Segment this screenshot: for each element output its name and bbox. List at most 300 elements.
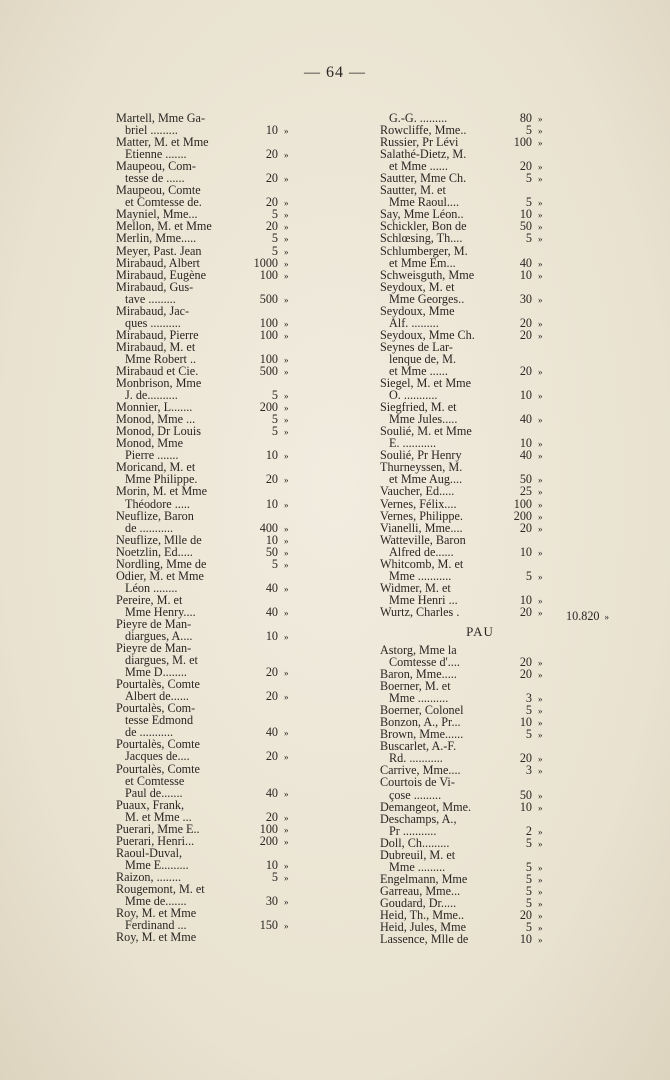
entry-line xyxy=(116,269,366,281)
amount-unit: » xyxy=(538,487,543,498)
amount-value: 10 xyxy=(265,448,278,463)
donor-name: Monod, Mme xyxy=(116,436,184,451)
donor-name: çose ......... xyxy=(389,787,442,802)
donor-entry xyxy=(116,437,366,461)
donor-name: Sautter, M. et xyxy=(380,183,446,198)
amount-value: 5 xyxy=(525,231,532,246)
amount-value: 20 xyxy=(265,665,278,680)
entry-line xyxy=(116,305,366,317)
donor-entry xyxy=(116,377,366,401)
entry-line xyxy=(380,534,660,546)
donor-name: Say, Mme Léon.. xyxy=(380,207,464,222)
donor-name: Vernes, Philippe. xyxy=(380,508,463,523)
amount-unit: » xyxy=(284,668,289,679)
entry-line xyxy=(116,546,366,558)
donor-name: Rowcliffe, Mme.. xyxy=(380,123,467,138)
donor-entry xyxy=(380,232,660,244)
donor-entry xyxy=(380,849,660,873)
donor-name: Engelmann, Mme xyxy=(380,871,468,886)
amount-value: 10 xyxy=(519,544,532,559)
entry-line xyxy=(380,606,660,618)
donor-name: Rougemont, M. et xyxy=(116,882,205,896)
donor-entry xyxy=(380,776,660,800)
amount-value: 20 xyxy=(265,749,278,764)
amount-value: 5 xyxy=(271,207,278,222)
donor-name: Pieyre de Man- xyxy=(116,616,192,631)
entry-line xyxy=(380,269,660,281)
entry-line xyxy=(116,534,366,546)
amount-unit: » xyxy=(538,802,543,813)
amount-value: 20 xyxy=(519,315,532,330)
entry-line xyxy=(380,933,660,945)
amount-value: 20 xyxy=(519,667,532,682)
donor-name: diargues, M. et xyxy=(125,653,198,668)
donor-name: Mme Raoul.... xyxy=(389,195,460,210)
entry-line xyxy=(116,750,366,762)
amount-value: 40 xyxy=(265,785,278,800)
donor-entry xyxy=(116,341,366,365)
amount-value: 2 xyxy=(525,823,532,838)
amount-unit: » xyxy=(538,718,543,729)
amount-unit: » xyxy=(538,547,543,558)
donation-amount xyxy=(492,606,562,619)
section-heading-pau: PAU xyxy=(466,623,494,639)
donor-entry xyxy=(380,281,660,305)
amount-unit: » xyxy=(284,318,289,329)
amount-unit: » xyxy=(284,897,289,908)
amount-unit: » xyxy=(538,198,543,209)
subtotal-value: 10.820 xyxy=(566,609,600,623)
amount-unit: » xyxy=(538,790,543,801)
donor-entry xyxy=(116,931,366,943)
donor-name: Nordling, Mme de xyxy=(116,556,207,571)
donor-name: Brown, Mme...... xyxy=(380,727,464,742)
donor-name: Mme Philippe. xyxy=(125,472,198,487)
amount-value: 100 xyxy=(259,821,278,836)
amount-value: 5 xyxy=(525,920,532,935)
entry-line xyxy=(116,510,366,522)
donor-name: Schlœsing, Th.... xyxy=(380,231,463,246)
amount-unit: » xyxy=(538,886,543,897)
amount-unit: » xyxy=(538,210,543,221)
donor-name: Jacques de.... xyxy=(125,749,190,764)
amount-value: 100 xyxy=(513,135,532,150)
amount-value: 200 xyxy=(513,508,532,523)
entry-line xyxy=(116,293,366,305)
donor-name: M. et Mme ... xyxy=(125,809,192,824)
entry-line xyxy=(116,485,366,497)
amount-value: 10 xyxy=(265,532,278,547)
donor-name: Schweisguth, Mme xyxy=(380,267,475,282)
amount-value: 10 xyxy=(265,496,278,511)
amount-unit: » xyxy=(538,694,543,705)
amount-value: 200 xyxy=(259,400,278,415)
donor-name: Mme Robert .. xyxy=(125,351,197,366)
donor-name: Siegfried, M. et xyxy=(380,400,457,415)
amount-value: 10 xyxy=(519,267,532,282)
amount-unit: » xyxy=(538,330,543,341)
amount-unit: » xyxy=(538,754,543,765)
donor-name: Raoul-Duval, xyxy=(116,845,183,860)
donor-name: Seynes de Lar- xyxy=(380,339,453,354)
amount-value: 10 xyxy=(519,207,532,222)
donation-amount xyxy=(492,933,562,946)
amount-unit: » xyxy=(538,862,543,873)
amount-value: 20 xyxy=(519,159,532,174)
amount-value: 20 xyxy=(519,327,532,342)
donor-entry xyxy=(116,184,366,208)
donor-name: et Comtesse de. xyxy=(125,195,202,210)
donor-entry xyxy=(116,160,366,184)
donor-name: Mme Henry.... xyxy=(125,604,196,619)
amount-unit: » xyxy=(538,294,543,305)
donor-entry xyxy=(116,510,366,534)
amount-unit: » xyxy=(538,826,543,837)
amount-value: 500 xyxy=(259,363,278,378)
entry-line xyxy=(380,813,660,825)
donor-name: Pereire, M. et xyxy=(116,592,183,607)
entry-line xyxy=(380,485,660,497)
donor-entry xyxy=(380,498,660,510)
amount-unit: » xyxy=(538,318,543,329)
amount-unit: » xyxy=(284,583,289,594)
amount-unit: » xyxy=(284,222,289,233)
amount-unit: » xyxy=(538,270,543,281)
donor-entry xyxy=(116,485,366,509)
amount-value: 10 xyxy=(519,388,532,403)
donor-name: Wurtz, Charles . xyxy=(380,604,460,619)
amount-unit: » xyxy=(284,812,289,823)
amount-unit: » xyxy=(538,126,543,137)
amount-value: 10 xyxy=(519,436,532,451)
donor-name: Soulié, Pr Henry xyxy=(380,448,462,463)
entry-line xyxy=(116,823,366,835)
donor-name: Dubreuil, M. et xyxy=(380,847,456,862)
donor-name: Merlin, Mme..... xyxy=(116,231,197,246)
donor-name: Vernes, Félix.... xyxy=(380,496,457,511)
entry-line xyxy=(116,811,366,823)
donor-name: Mirabaud, Jac- xyxy=(116,303,190,318)
amount-value: 80 xyxy=(519,111,532,125)
amount-unit: » xyxy=(284,860,289,871)
entry-line xyxy=(380,837,660,849)
entry-line xyxy=(380,546,660,558)
donor-name: Mirabaud, Gus- xyxy=(116,279,194,294)
amount-unit: » xyxy=(284,234,289,245)
donor-name: Pourtalès, Comte xyxy=(116,737,200,752)
donor-name: tesse de ...... xyxy=(125,171,185,186)
amount-value: 400 xyxy=(259,520,278,535)
amount-value: 20 xyxy=(265,171,278,186)
donor-name: diargues, A.... xyxy=(125,629,193,644)
entry-line xyxy=(116,787,366,799)
left-column xyxy=(116,112,366,943)
donor-name: Baron, Mme..... xyxy=(380,667,457,682)
donor-entry xyxy=(380,425,660,449)
donor-name: Schickler, Bon de xyxy=(380,219,467,234)
amount-value: 5 xyxy=(271,243,278,258)
donor-entry xyxy=(116,112,366,136)
donor-name: Mme Henri ... xyxy=(389,592,458,607)
amount-value: 20 xyxy=(265,147,278,162)
donor-name: Raizon, ........ xyxy=(116,869,181,884)
donor-name: Ferdinand ... xyxy=(125,918,187,933)
amount-unit: » xyxy=(538,595,543,606)
amount-unit: » xyxy=(284,559,289,570)
amount-value: 5 xyxy=(271,388,278,403)
donor-name: G.-G. ......... xyxy=(389,111,448,125)
amount-unit: » xyxy=(284,391,289,402)
donor-entry xyxy=(116,245,366,257)
donor-entry xyxy=(116,281,366,305)
amount-unit: » xyxy=(538,415,543,426)
donor-name: Mme ......... xyxy=(389,859,446,874)
donor-entry xyxy=(116,546,366,558)
donor-entry xyxy=(116,702,366,738)
donor-entry xyxy=(380,305,660,329)
donor-name: Comtesse d'.... xyxy=(389,655,460,670)
donor-name: Monbrison, Mme xyxy=(116,376,202,391)
donor-name: Roy, M. et Mme xyxy=(116,906,197,921)
amount-unit: » xyxy=(284,126,289,137)
donor-entry xyxy=(116,823,366,835)
amount-unit: » xyxy=(284,270,289,281)
donor-name: Demangeot, Mme. xyxy=(380,799,472,814)
donor-entry xyxy=(380,813,660,837)
donor-name: Martell, Mme Ga- xyxy=(116,111,206,125)
amount-value: 20 xyxy=(519,604,532,619)
amount-value: 20 xyxy=(519,655,532,670)
amount-unit: » xyxy=(284,427,289,438)
amount-value: 20 xyxy=(519,908,532,922)
amount-unit: » xyxy=(538,571,543,582)
amount-unit: » xyxy=(538,838,543,849)
donor-name: Vaucher, Ed..... xyxy=(380,484,455,499)
amount-unit: » xyxy=(284,198,289,209)
donor-name: Seydoux, Mme xyxy=(380,303,455,318)
amount-value: 30 xyxy=(519,291,532,306)
amount-value: 5 xyxy=(525,568,532,583)
donor-entry xyxy=(116,232,366,244)
entry-line xyxy=(116,257,366,269)
entry-line xyxy=(380,776,660,788)
donor-name: Courtois de Vi- xyxy=(380,775,455,790)
amount-unit: » xyxy=(538,439,543,450)
donor-name: Monnier, L....... xyxy=(116,400,193,415)
amount-unit: » xyxy=(284,150,289,161)
donor-entry xyxy=(116,594,366,618)
amount-unit: » xyxy=(538,730,543,741)
donor-name: Doll, Ch......... xyxy=(380,835,450,850)
amount-value: 20 xyxy=(265,809,278,824)
amount-value: 10 xyxy=(265,629,278,644)
amount-unit: » xyxy=(284,210,289,221)
donor-entry xyxy=(380,148,660,172)
amount-unit: » xyxy=(538,670,543,681)
amount-unit: » xyxy=(284,547,289,558)
amount-value: 1000 xyxy=(253,255,278,270)
donor-name: lenque de, M. xyxy=(389,351,457,366)
amount-unit: » xyxy=(284,788,289,799)
amount-unit: » xyxy=(284,499,289,510)
entry-line xyxy=(380,510,660,522)
amount-unit: » xyxy=(284,836,289,847)
donor-entry xyxy=(116,847,366,871)
donor-name: Mme D........ xyxy=(125,665,187,680)
donor-name: Carrive, Mme.... xyxy=(380,763,461,778)
amount-unit: » xyxy=(284,366,289,377)
amount-unit: » xyxy=(538,174,543,185)
amount-value: 20 xyxy=(265,689,278,704)
donor-name: Paul de....... xyxy=(125,785,183,800)
donor-name: Monod, Dr Louis xyxy=(116,424,201,439)
amount-value: 40 xyxy=(265,580,278,595)
donor-name: Mme .......... xyxy=(389,691,449,706)
entry-line xyxy=(116,775,366,787)
donor-entry xyxy=(116,558,366,570)
amount-unit: » xyxy=(284,607,289,618)
donor-name: tave ......... xyxy=(125,291,176,306)
donor-name: et Mme ...... xyxy=(389,159,448,174)
donor-name: Puerari, Mme E.. xyxy=(116,821,200,836)
donor-entry xyxy=(116,642,366,678)
amount-value: 5 xyxy=(525,703,532,718)
donor-name: Meyer, Past. Jean xyxy=(116,243,202,258)
entry-line xyxy=(380,305,660,317)
amount-unit: » xyxy=(284,632,289,643)
entry-line xyxy=(380,789,660,801)
subtotal xyxy=(566,609,609,624)
amount-value: 20 xyxy=(265,219,278,234)
donor-name: Alf. ......... xyxy=(389,315,439,330)
donor-entry xyxy=(380,485,660,497)
amount-value: 5 xyxy=(525,859,532,874)
amount-unit: » xyxy=(538,234,543,245)
donor-entry xyxy=(380,606,660,618)
amount-value: 100 xyxy=(259,267,278,282)
amount-value: 10 xyxy=(265,857,278,872)
donor-name: Pourtalès, Comte xyxy=(116,761,200,776)
donor-name: Roy, M. et Mme xyxy=(116,930,197,945)
amount-unit: » xyxy=(538,911,543,921)
amount-value: 5 xyxy=(525,871,532,886)
amount-value: 40 xyxy=(519,412,532,427)
entry-line xyxy=(380,849,660,861)
donor-name: Soulié, M. et Mme xyxy=(380,424,472,439)
amount-value: 30 xyxy=(265,894,278,909)
amount-unit: » xyxy=(538,391,543,402)
donor-list-pau xyxy=(380,644,660,945)
donor-name: Léon ........ xyxy=(125,580,178,595)
donor-name: Mirabaud, Eugène xyxy=(116,267,207,282)
amount-unit: » xyxy=(284,728,289,739)
amount-value: 10 xyxy=(265,123,278,138)
amount-unit: » xyxy=(538,766,543,777)
entry-line xyxy=(116,799,366,811)
donor-entry xyxy=(380,740,660,764)
entry-line xyxy=(116,245,366,257)
entry-line xyxy=(380,801,660,813)
donor-name: Widmer, M. et xyxy=(380,580,451,595)
donor-name: Boerner, M. et xyxy=(380,679,451,694)
amount-value: 200 xyxy=(259,833,278,848)
donor-name: Salathé-Dietz, M. xyxy=(380,147,467,162)
donor-name: Neuflize, Baron xyxy=(116,508,194,523)
entry-line xyxy=(380,522,660,534)
amount-value: 5 xyxy=(271,231,278,246)
amount-unit: » xyxy=(284,692,289,703)
amount-value: 5 xyxy=(271,869,278,884)
amount-unit: » xyxy=(538,923,543,934)
donor-entry xyxy=(116,618,366,642)
donor-entry xyxy=(380,269,660,281)
donor-entry xyxy=(380,558,660,582)
amount-unit: » xyxy=(538,874,543,885)
amount-unit: » xyxy=(284,415,289,426)
amount-unit: » xyxy=(284,294,289,305)
donor-entry xyxy=(380,680,660,704)
amount-value: 100 xyxy=(259,315,278,330)
donor-name: Rd. ........... xyxy=(389,751,443,766)
donor-name: Matter, M. et Mme xyxy=(116,135,209,150)
subtotal-unit: » xyxy=(604,612,610,622)
donor-entry xyxy=(116,738,366,762)
donor-entry xyxy=(116,678,366,702)
entry-line xyxy=(380,498,660,510)
donor-name: ques .......... xyxy=(125,315,181,330)
donor-name: Deschamps, A., xyxy=(380,811,457,826)
donor-name: Russier, Pr Lévi xyxy=(380,135,459,150)
amount-value: 5 xyxy=(271,424,278,439)
donor-name: Mirabaud et Cie. xyxy=(116,363,199,378)
donor-entry xyxy=(116,534,366,546)
amount-unit: » xyxy=(538,658,543,669)
donor-entry xyxy=(116,907,366,931)
donor-name: Puerari, Henri... xyxy=(116,833,195,848)
entry-line xyxy=(116,522,366,534)
donor-name: Maupeou, Com- xyxy=(116,159,196,174)
donor-entry xyxy=(380,184,660,208)
amount-value: 50 xyxy=(265,544,278,559)
donor-name: Mme de....... xyxy=(125,894,187,909)
donor-entry xyxy=(116,883,366,907)
amount-value: 3 xyxy=(525,763,532,778)
donor-name: Noetzlin, Ed..... xyxy=(116,544,193,559)
donor-name: Mirabaud, M. et xyxy=(116,339,196,354)
amount-unit: » xyxy=(538,706,543,717)
donor-name: Astorg, Mme la xyxy=(380,642,457,657)
donor-name: Sautter, Mme Ch. xyxy=(380,171,467,186)
amount-value: 5 xyxy=(525,895,532,910)
donor-name: Mme Georges.. xyxy=(389,291,465,306)
donor-entry xyxy=(380,377,660,401)
entry-line xyxy=(380,825,660,837)
donor-entry xyxy=(380,461,660,485)
donor-name: Théodore ..... xyxy=(125,496,190,511)
amount-value: 100 xyxy=(513,496,532,511)
donor-entry xyxy=(116,269,366,281)
donor-name: O. ........... xyxy=(389,388,438,403)
entry-line xyxy=(116,498,366,510)
donor-entry xyxy=(380,582,660,606)
entry-line xyxy=(116,763,366,775)
amount-unit: » xyxy=(538,366,543,377)
donor-name: Pieyre de Man- xyxy=(116,641,192,656)
donor-name: Mirabaud, Albert xyxy=(116,255,200,270)
donor-entry xyxy=(116,799,366,823)
amount-value: 20 xyxy=(519,751,532,766)
amount-value: 5 xyxy=(525,835,532,850)
